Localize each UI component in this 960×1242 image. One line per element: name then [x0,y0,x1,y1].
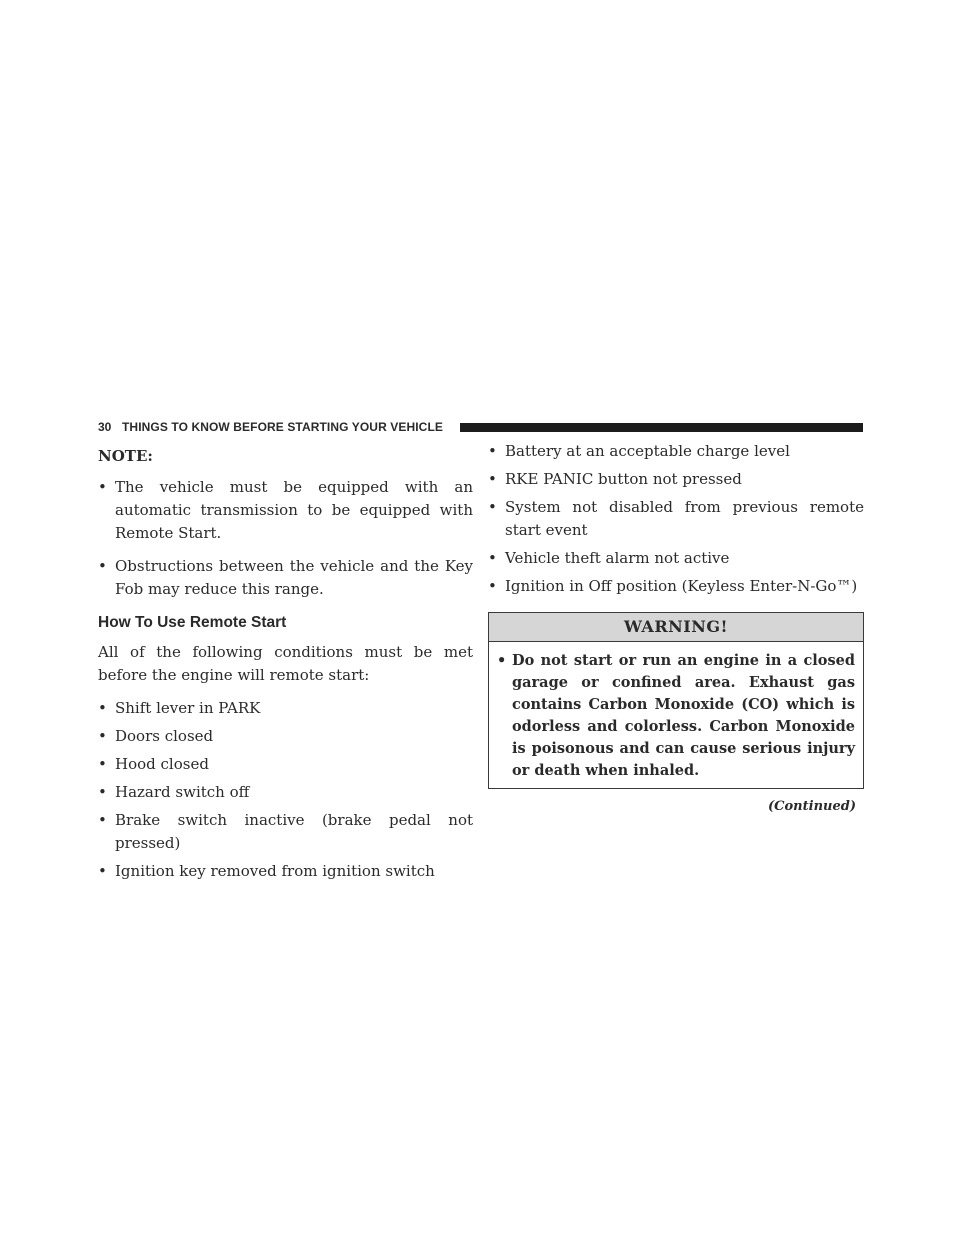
condition-text: System not disabled from previous remote start event [505,498,864,539]
condition-item [488,468,864,491]
condition-text: Hazard switch off [115,783,250,801]
continued-label: (Continued) [768,799,856,814]
bullet-icon: • [98,862,107,880]
note-bullet [98,476,473,545]
bullet-icon: • [98,478,107,496]
bullet-icon: • [488,577,497,595]
bullet-icon: • [98,699,107,717]
intro-paragraph: All of the following conditions must be met before the engine will remote start: [98,643,473,684]
page-number: 30 [98,420,112,434]
bullet-icon: • [488,470,497,488]
condition-text: RKE PANIC button not pressed [505,470,742,488]
condition-item [488,575,864,598]
bullet-icon: • [488,498,497,516]
bullet-icon: • [488,549,497,567]
condition-item [98,725,473,748]
note-bullet-text: Obstructions between the vehicle and the Key Fob may reduce this range. [115,557,473,598]
condition-item [98,781,473,804]
condition-item [98,753,473,776]
warning-bullet [497,650,855,782]
condition-text: Ignition key removed from ignition switch [115,862,435,880]
condition-text: Ignition in Off position (Keyless Enter-N-Go™) [505,577,858,595]
bullet-icon: • [98,557,107,575]
condition-item [98,860,473,883]
condition-item [488,440,864,463]
left-column [98,440,473,888]
condition-text: Hood closed [115,755,209,773]
header-rule [460,423,863,432]
condition-item [488,496,864,542]
note-bullet [98,555,473,601]
bullet-icon: • [497,652,507,669]
bullet-icon: • [488,442,497,460]
condition-text: Shift lever in PARK [115,699,261,717]
bullet-icon: • [98,811,107,829]
bullet-icon: • [98,755,107,773]
bullet-icon: • [98,783,107,801]
bullet-icon: • [98,727,107,745]
warning-title: WARNING! [489,613,863,642]
condition-text: Doors closed [115,727,214,745]
condition-text: Vehicle theft alarm not active [505,549,730,567]
warning-box [488,612,864,789]
note-bullet-text: The vehicle must be equipped with an automatic transmission to be equipped with Remote Start. [115,478,473,542]
condition-text: Brake switch inactive (brake pedal not pressed) [115,811,473,852]
condition-text: Battery at an acceptable charge level [505,442,790,460]
section-heading: How To Use Remote Start [98,614,287,631]
right-column [488,440,864,814]
condition-item [488,547,864,570]
warning-body [489,642,863,788]
page-header [98,418,863,436]
condition-item [98,809,473,855]
chapter-title: THINGS TO KNOW BEFORE STARTING YOUR VEHICLE [122,420,443,434]
condition-item [98,697,473,720]
note-label: NOTE: [98,447,153,465]
warning-text: Do not start or run an engine in a closed garage or confined area. Exhaust gas contains Carbon Monoxide (CO) which is odorless and colorless. Carbon Monoxide is poisonous and can cause serious injury or death when inhaled. [512,652,855,779]
